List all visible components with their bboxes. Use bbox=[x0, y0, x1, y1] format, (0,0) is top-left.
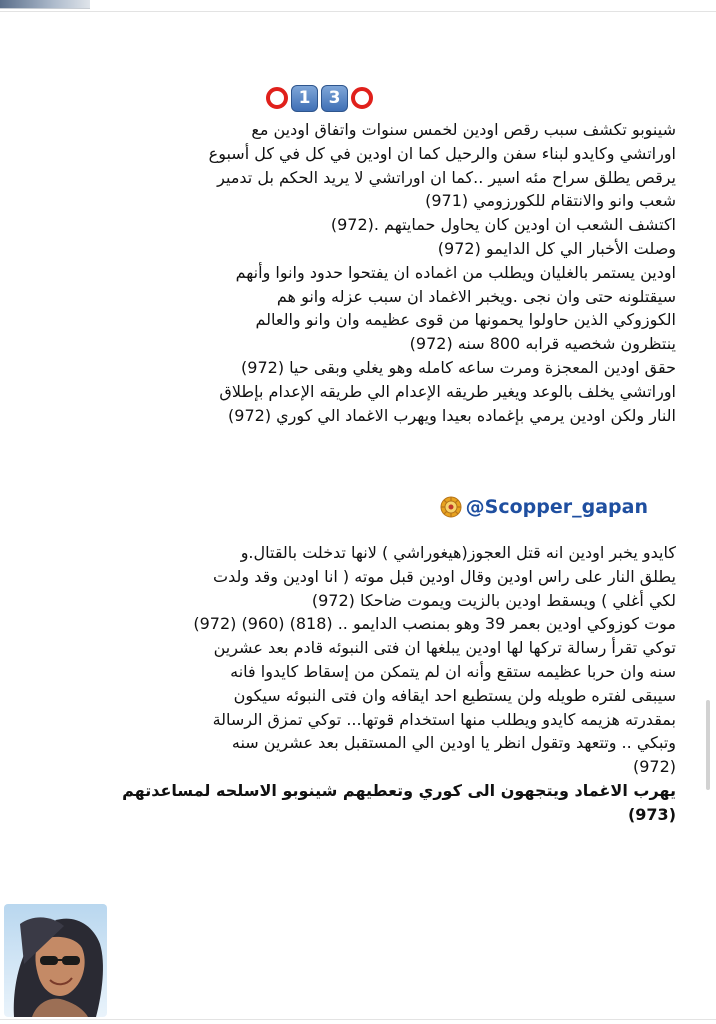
keycap-digit-three: 3 bbox=[321, 85, 348, 112]
red-circle-icon bbox=[266, 87, 288, 109]
text-line: سنه وان حربا عظيمه ستقع وأنه ان لم يتمكن من إسقاط كايدوا فانه bbox=[230, 661, 676, 681]
separator-bottom bbox=[0, 1019, 716, 1020]
text-line: اودين يستمر بالغليان ويطلب من اغماده ان يفتحوا حدود وانوا وأنهم bbox=[235, 262, 676, 282]
text-line: شعب وانو والانتقام للكورزومي (971) bbox=[425, 191, 676, 211]
text-line: اوراتشي يخلف بالوعد ويغير طريقه الإعدام الي طريقه الإعدام بإطلاق bbox=[219, 381, 676, 401]
text-line: (972) bbox=[632, 757, 676, 777]
text-line: يهرب الاغماد ويتجهون الى كوري وتعطيهم شينوبو الاسلحه لمساعدتهم bbox=[122, 780, 676, 800]
text-line: لكي أغلي ) ويسقط اودين بالزيت ويموت ضاحكا (972) bbox=[311, 590, 676, 610]
text-line: موت كوزوكي اودين بعمر 39 وهو بمنصب الدايمو .. (818) (960) (972) bbox=[193, 614, 676, 634]
text-line: توكي تقرأ رسالة تركها لها اودين يبلغها ان فتى النبوئه قادم بعد عشرين bbox=[213, 638, 676, 658]
avatar[interactable] bbox=[4, 904, 107, 1017]
text-line: وتبكي .. وتتعهد وتقول انظر يا اودين الي المستقبل بعد عشرين سنه bbox=[231, 733, 676, 753]
sun-emblem-icon bbox=[440, 496, 462, 518]
text-line: اوراتشي وكايدو لبناء سفن والرحيل كما ان اودين في كل في كل أسبوع bbox=[208, 143, 676, 163]
author-handle-link[interactable]: @Scopper_gapan bbox=[465, 496, 648, 518]
text-line: يرقص يطلق سراح مئه اسير ..كما ان اوراتشي لا يريد الحكم بل تدمير bbox=[217, 167, 676, 187]
keycap-digit-one: 1 bbox=[291, 85, 318, 112]
summary-section-two bbox=[36, 541, 676, 827]
text-line: النار ولكن اودين يرمي بإغماده بعيدا ويهرب الاغماد الي كوري (972) bbox=[228, 405, 676, 425]
text-line: ينتظرون شخصيه قرابه 800 سنه (972) bbox=[409, 334, 676, 354]
text-line: اكتشف الشعب ان اودين كان يحاول حمايتهم .(972) bbox=[330, 215, 676, 235]
avatar-portrait-icon bbox=[4, 904, 107, 1017]
text-line: حقق اودين المعجزة ومرت ساعه كامله وهو يغلي وبقى حيا (972) bbox=[241, 357, 676, 377]
text-line: وصلت الأخبار الي كل الدايمو (972) bbox=[437, 238, 676, 258]
summary-section-one bbox=[36, 118, 676, 427]
text-line: الكوزوكي الذين حاولوا يحمونها من قوى عظيمه وان وانو والعالم bbox=[255, 310, 676, 330]
text-line: يطلق النار على راس اودين وقال اودين قبل موته ( انا اودين وقد ولدت bbox=[213, 566, 676, 586]
scrollbar-thumb[interactable] bbox=[706, 700, 710, 790]
text-line: بمقدرته هزيمه كايدو ويطلب منها استخدام قوتها... توكي تمزق الرسالة bbox=[212, 709, 676, 729]
red-circle-icon bbox=[351, 87, 373, 109]
previous-post-avatar[interactable] bbox=[0, 0, 90, 9]
text-line: سيقتلونه حتى وان نجى .ويخبر الاغماد ان سبب عزله وانو هم bbox=[276, 286, 676, 306]
text-line: كايدو يخبر اودين انه قتل العجوز(هيغوراشي ) لانها تدخلت بالقتال.و bbox=[240, 543, 676, 562]
text-line: (973) bbox=[627, 804, 676, 824]
separator-top bbox=[0, 11, 716, 12]
text-line: سيبقى لفتره طويله ولن يستطيع احد ايقافه وان فتى النبوئه سيكون bbox=[233, 685, 676, 705]
author-credit[interactable] bbox=[440, 494, 648, 520]
text-line: شينوبو تكشف سبب رقص اودين لخمس سنوات واتفاق اودين مع bbox=[251, 120, 676, 139]
post-number-badge bbox=[266, 83, 373, 113]
